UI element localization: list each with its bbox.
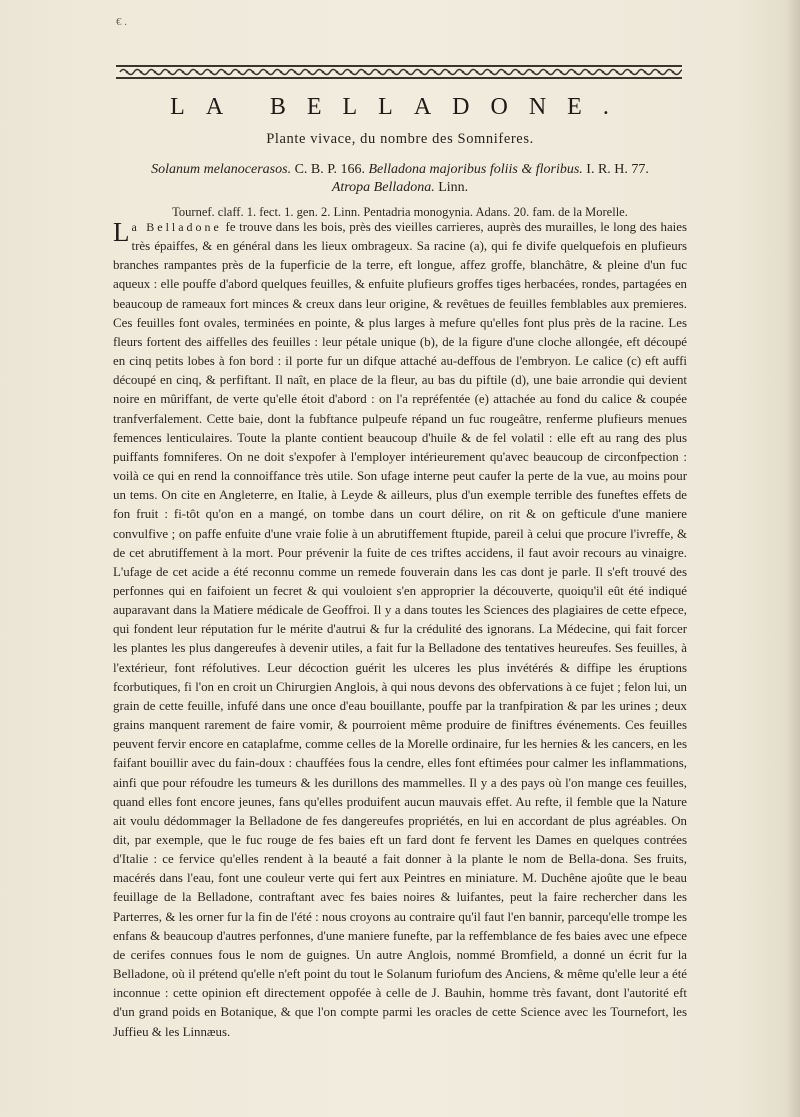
- decorative-ornament-band: [116, 64, 682, 80]
- subtitle: Plante vivace, du nombre des Somniferes.: [266, 131, 534, 147]
- opening-words: a Belladone: [131, 220, 222, 234]
- synonym-ref-bauhin: C. B. P. 166.: [291, 162, 369, 177]
- synonym-tournefort: Belladona majoribus foliis & floribus.: [368, 162, 583, 177]
- synonym-line-2: [0, 180, 800, 196]
- synonym-bauhin: Solanum melanocerasos.: [151, 162, 292, 177]
- synonym-linnaeus: Atropa Belladona.: [331, 180, 435, 195]
- body-paragraph: fe trouve dans les bois, près des vieilles carrieres, auprès des murailles, le long des haies très épaiffes, & en général dans les lieux ombrageux. Sa racine (a), qui fe divife quelquefois en plufieurs branches rampantes près de la fuperficie de la terre, eft longue, affez groffe, blanchâtre, & pleine d'un fuc aqueux : elle pouffe d'abord quelques feuilles, & enfuite plufieurs groffes tiges herbacées, rondes, partagées en beaucoup de rameaux fort minces & creux dans leur origine, & revêtues de feuilles femblables aux premieres. Ces feuilles font ovales, terminées en pointe, & plus larges à mefure qu'elles font plus près de la racine. Les fleurs fortent des aiffelles des feuilles : leur pétale unique (b), de la figure d'une cloche allongée, eft découpé en cinq petits lobes à fon bord : il porte fur un difque attaché au-deffous de l'embryon. Le calice (c) eft auffi découpé en cinq, & perfiftant. Il naît, en place de la fleur, au bas du piftile (d), une baie arrondie qui devient noire en mûriffant, de verte qu'elle étoit d'abord : on l'a repréfentée (e) attachée au fond du calice & coupée tranfverfalement. Cette baie, dont la fubftance pulpeufe répand un fuc rougeâtre, renferme plufieurs menues femences lenticulaires. Toute la plante contient beaucoup d'huile & de fel volatil : elle eft au rang des plus puiffants fomniferes. On ne doit s'expofer à l'employer intérieurement qu'avec beaucoup de circonfpection : voilà ce qui en rend la connoiffance très utile. Son ufage interne peut caufer la perte de la vue, au moins pour un tems. On cite en Angleterre, en Italie, à Leyde & ailleurs, plus d'un exemple terrible des funeftes effets de fon fruit : fi-tôt qu'on en a mangé, on tombe dans un court délire, on rit & on gefticule d'une maniere convulfive ; on paffe enfuite d'une vraie folie à un abrutiffement ftupide, pareil à celui que procure l'ivreffe, & de cet abrutiffement à la mort. Pour prévenir la fuite de ces triftes accidens, il faut avoir recours au vinaigre. L'ufage de cet acide a été reconnu comme un remede fouverain dans les cas dont je parle. Il s'eft trouvé des perfonnes qui en faifoient un fecret & qui vouloient s'en approprier la découverte, quoiqu'il eût été indiqué auparavant dans la Matiere médicale de Geoffroi. Il y a dans toutes les Sciences des plagiaires de cette efpece, qui fondent leur réputation fur le mérite d'autrui & fur la crédulité des ignorans. La Médecine, qui fait forcer les plantes les plus dangereufes à devenir utiles, a fait fur la Belladone des tentatives heureufes. Ses feuilles, à l'extérieur, font réfolutives. Leur décoction guérit les ulceres les plus invétérés & diffipe les éruptions fcorbutiques, fi l'on en croit un Chirurgien Anglois, à qui nous devons des obfervations à ce fujet ; felon lui, un grain de cette feuille, infufé dans une once d'eau bouillante, pouffe par la tranfpiration & par les urines ; deux grains manquent rarement de faire vomir, & pourroient même produire de finiftres événements. Ces feuilles peuvent fervir encore en cataplafme, comme celles de la Morelle ordinaire, fur les hernies & les cancers, en les faifant bouillir avec du fain-doux : chauffées fous la cendre, elles font eftimées pour calmer les inflammations, ainfi que pour réfoudre les tumeurs & les durillons des mammelles. Il y a des pays où l'on mange ces feuilles, quand elles font encore jeunes, fans qu'elles produifent aucun mauvais effet. Au refte, il femble que la Nature ait voulu dédommager la Belladone de fes dangereufes propriétés, en lui en accordant de plus agréables. On dit, par exemple, que le fuc rouge de fes baies eft un fard dont fe fervent les Dames en quelques contrées d'Italie : ce fervice qu'elles rendent à la beauté a fait donner à la plante le nom de Bella-dona. Ses fruits, macérés dans l'eau, font une couleur verte qui fert aux Peintres en miniature. M. Duchêne ajoûte que le beau feuillage de la Belladone, contraftant avec fes baies noires & luifantes, peut la faire rechercher dans les Parterres, & les orner fur la fin de l'été : nous croyons au contraire qu'il faut l'en bannir, parcequ'elle trompe les enfans & beaucoup d'autres perfonnes, d'une maniere funefte, par la reffemblance de fes baies avec une efpece de cerifes connues fous le nom de guignes. Un autre Anglois, nommé Bromfield, a donné un écrit fur la Belladone, où il prétend qu'elle n'eft point du tout le Solanum furiofum des Anciens, & même qu'elle leur a été inconnue : cette opinion eft directement oppofée à celle de J. Bauhin, homme très favant, dont l'autorité eft d'un grand poids en Botanique, & que l'on compte parmi les oracles de cette Science avec les Tournefort, les Juffieu & les Linnæus.: [113, 220, 687, 1039]
- synonym-line-1: [0, 162, 800, 178]
- corner-mark: € .: [116, 16, 127, 28]
- synonym-ref-linnaeus: Linn.: [434, 180, 469, 195]
- page-title: LA BELLADONE.: [170, 94, 630, 120]
- drop-cap: L: [113, 218, 130, 247]
- body-text: [113, 218, 687, 1098]
- synonym-ref-tournefort: I. R. H. 77.: [582, 162, 649, 177]
- page-edge-shadow: [786, 0, 800, 1117]
- classification-line: Tournef. claff. 1. fect. 1. gen. 2. Linn. Pentadria monogynia. Adans. 20. fam. de la Morelle.: [172, 205, 628, 219]
